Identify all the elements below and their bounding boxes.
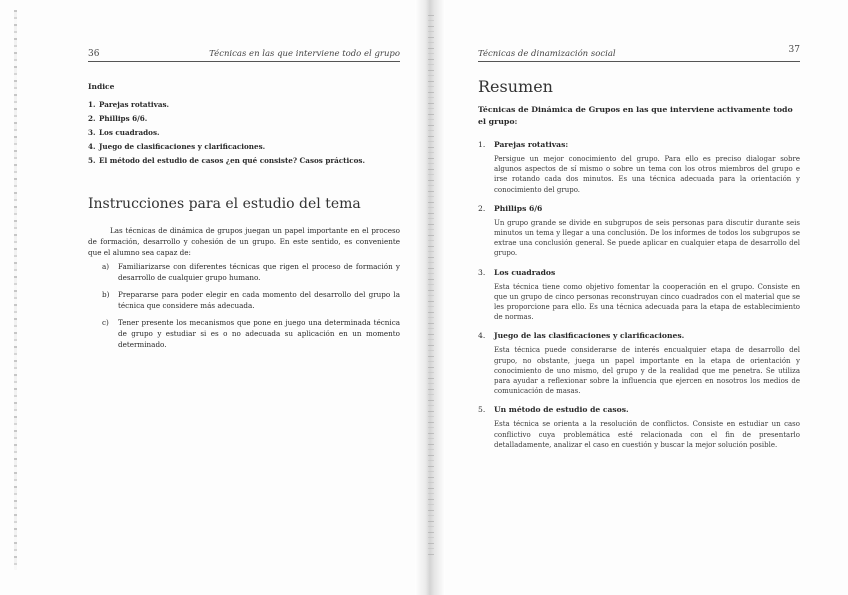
section-title: Instrucciones para el estudio del tema [88, 196, 361, 212]
summary-heading: Resumen [478, 77, 553, 96]
left-running-header [88, 45, 400, 62]
intro-paragraph: Las técnicas de dinámica de grupos juegan un papel importante en el proceso de formación, desarrollo y cohesión de un grupo. En este sentido, es conveniente que el alumno sea capaz de: [88, 226, 400, 257]
left-running-title: Técnicas en las que interviene todo el grupo [209, 49, 400, 59]
technique-title: Un método de estudio de casos. [494, 405, 629, 415]
objective-item: a) Familiarizarse con diferentes técnicas que rigen el proceso de formación y desarrollo de cualquier grupo humano. [102, 262, 400, 282]
gutter-scan-noise [428, 15, 434, 555]
scan-edge-left [14, 10, 17, 570]
technique-title: Los cuadrados [494, 267, 556, 277]
left-page [88, 0, 400, 595]
technique-description: Un grupo grande se divide en subgrupos de seis personas para discutir durante seis minutos un tema y llegar a una conclusión. De los informes de todos los subgrupos se extrae una conclusión general. Se puede aplicar en cualquier etapa de desarrollo del grupo. [494, 218, 800, 258]
technique-description: Esta técnica se orienta a la resolución de conflictos. Consiste en estudiar un caso conflictivo cuya problemática esté relacionada con el fin de presentarlo detalladamente, analizar el caso en cuestión y buscar la mejor solución posible. [494, 420, 800, 449]
technique-title: Parejas rotativas: [494, 140, 569, 149]
technique-item: 3. Los cuadrados Esta técnica tiene como objetivo fomentar la cooperación en el grupo. Consiste en que un grupo de cinco personas reconstruyan cinco cuadrados con el material que se les proporcione para ello. Es una técnica adecuada para la etapa de establecimiento de normas. [478, 267, 800, 322]
technique-title: Juego de las clasificaciones y clarificaciones. [494, 331, 685, 341]
technique-item: 2. Phillips 6/6 Un grupo grande se divide en subgrupos de seis personas para discutir durante seis minutos un tema y llegar a una conclusión. De los informes de todos los subgrupos se extrae una conclusión general. Se puede aplicar en cualquier etapa de desarrollo del grupo. [478, 203, 800, 258]
technique-list [478, 138, 800, 457]
index-item: 4. Juego de clasificaciones y clarificaciones. [88, 142, 266, 151]
technique-description: Persigue un mejor conocimiento del grupo. Para ello es preciso dialogar sobre algunos aspectos de sí mismo o sobre un tema con los otros miembros del grupo e irse rotando cada dos minutos. Es una técnica adecuada para la orientación y conocimiento del grupo. [494, 155, 800, 194]
right-running-header [478, 45, 800, 62]
index-list [88, 98, 400, 168]
summary-subheading: Técnicas de Dinámica de Grupos en las que interviene activamente todo el grupo: [478, 105, 793, 126]
technique-item: 1. Parejas rotativas: Persigue un mejor conocimiento del grupo. Para ello es preciso dialogar sobre algunos aspectos de sí mismo o sobre un tema con los otros miembros del grupo e irse rotando cada dos minutos. Es una técnica adecuada para la orientación y conocimiento del grupo. [478, 140, 800, 194]
right-page-number: 37 [788, 45, 800, 55]
index-item: 2. Phillips 6/6. [88, 114, 148, 123]
right-running-title: Técnicas de dinamización social [478, 49, 616, 59]
index-item: 1. Parejas rotativas. [88, 100, 170, 109]
objective-item: b) Prepararse para poder elegir en cada momento del desarrollo del grupo la técnica que considere más adecuada. [102, 290, 400, 310]
technique-title: Phillips 6/6 [494, 203, 543, 213]
technique-item: 4. Juego de las clasificaciones y clarificaciones. Esta técnica puede considerarse de interés encualquier etapa de desarrollo del grupo, no obstante, juega un papel importante en la etapa de orientación y conocimiento de uno mismo, del grupo y de la realidad que me penetra. Se utiliza para ayudar a reflexionar sobre la influencia que ejercen en nosotros los medios de comunicación de masas. [478, 331, 800, 396]
technique-description: Esta técnica tiene como objetivo fomentar la cooperación en el grupo. Consiste en que un grupo de cinco personas reconstruyan cinco cuadrados con el material que se les proporcione para ello. Es una técnica adecuada para la etapa de establecimiento de normas. [494, 282, 800, 322]
index-title: Indice [88, 82, 115, 91]
index-item: 5. El método del estudio de casos ¿en qué consiste? Casos prácticos. [88, 156, 365, 165]
left-page-number: 36 [88, 49, 100, 59]
technique-description: Esta técnica puede considerarse de interés encualquier etapa de desarrollo del grupo, no obstante, juega un papel importante en la etapa de orientación y conocimiento de uno mismo, del grupo y de la realidad que me penetra. Se utiliza para ayudar a reflexionar sobre la influencia que ejercen en nosotros los medios de comunicación de masas. [494, 346, 800, 396]
index-item: 3. Los cuadrados. [88, 128, 160, 137]
objective-item: c) Tener presente los mecanismos que pone en juego una determinada técnica de grupo y estudiar si es o no adecuada su aplicación en un momento determinado. [102, 318, 400, 349]
objectives-list [88, 261, 400, 356]
right-page [478, 0, 800, 595]
technique-item: 5. Un método de estudio de casos. Esta técnica se orienta a la resolución de conflictos. Consiste en estudiar un caso conflictivo cuya problemática esté relacionada con el fin de presentarlo detalladamente, analizar el caso en cuestión y buscar la mejor solución posible. [478, 405, 800, 449]
